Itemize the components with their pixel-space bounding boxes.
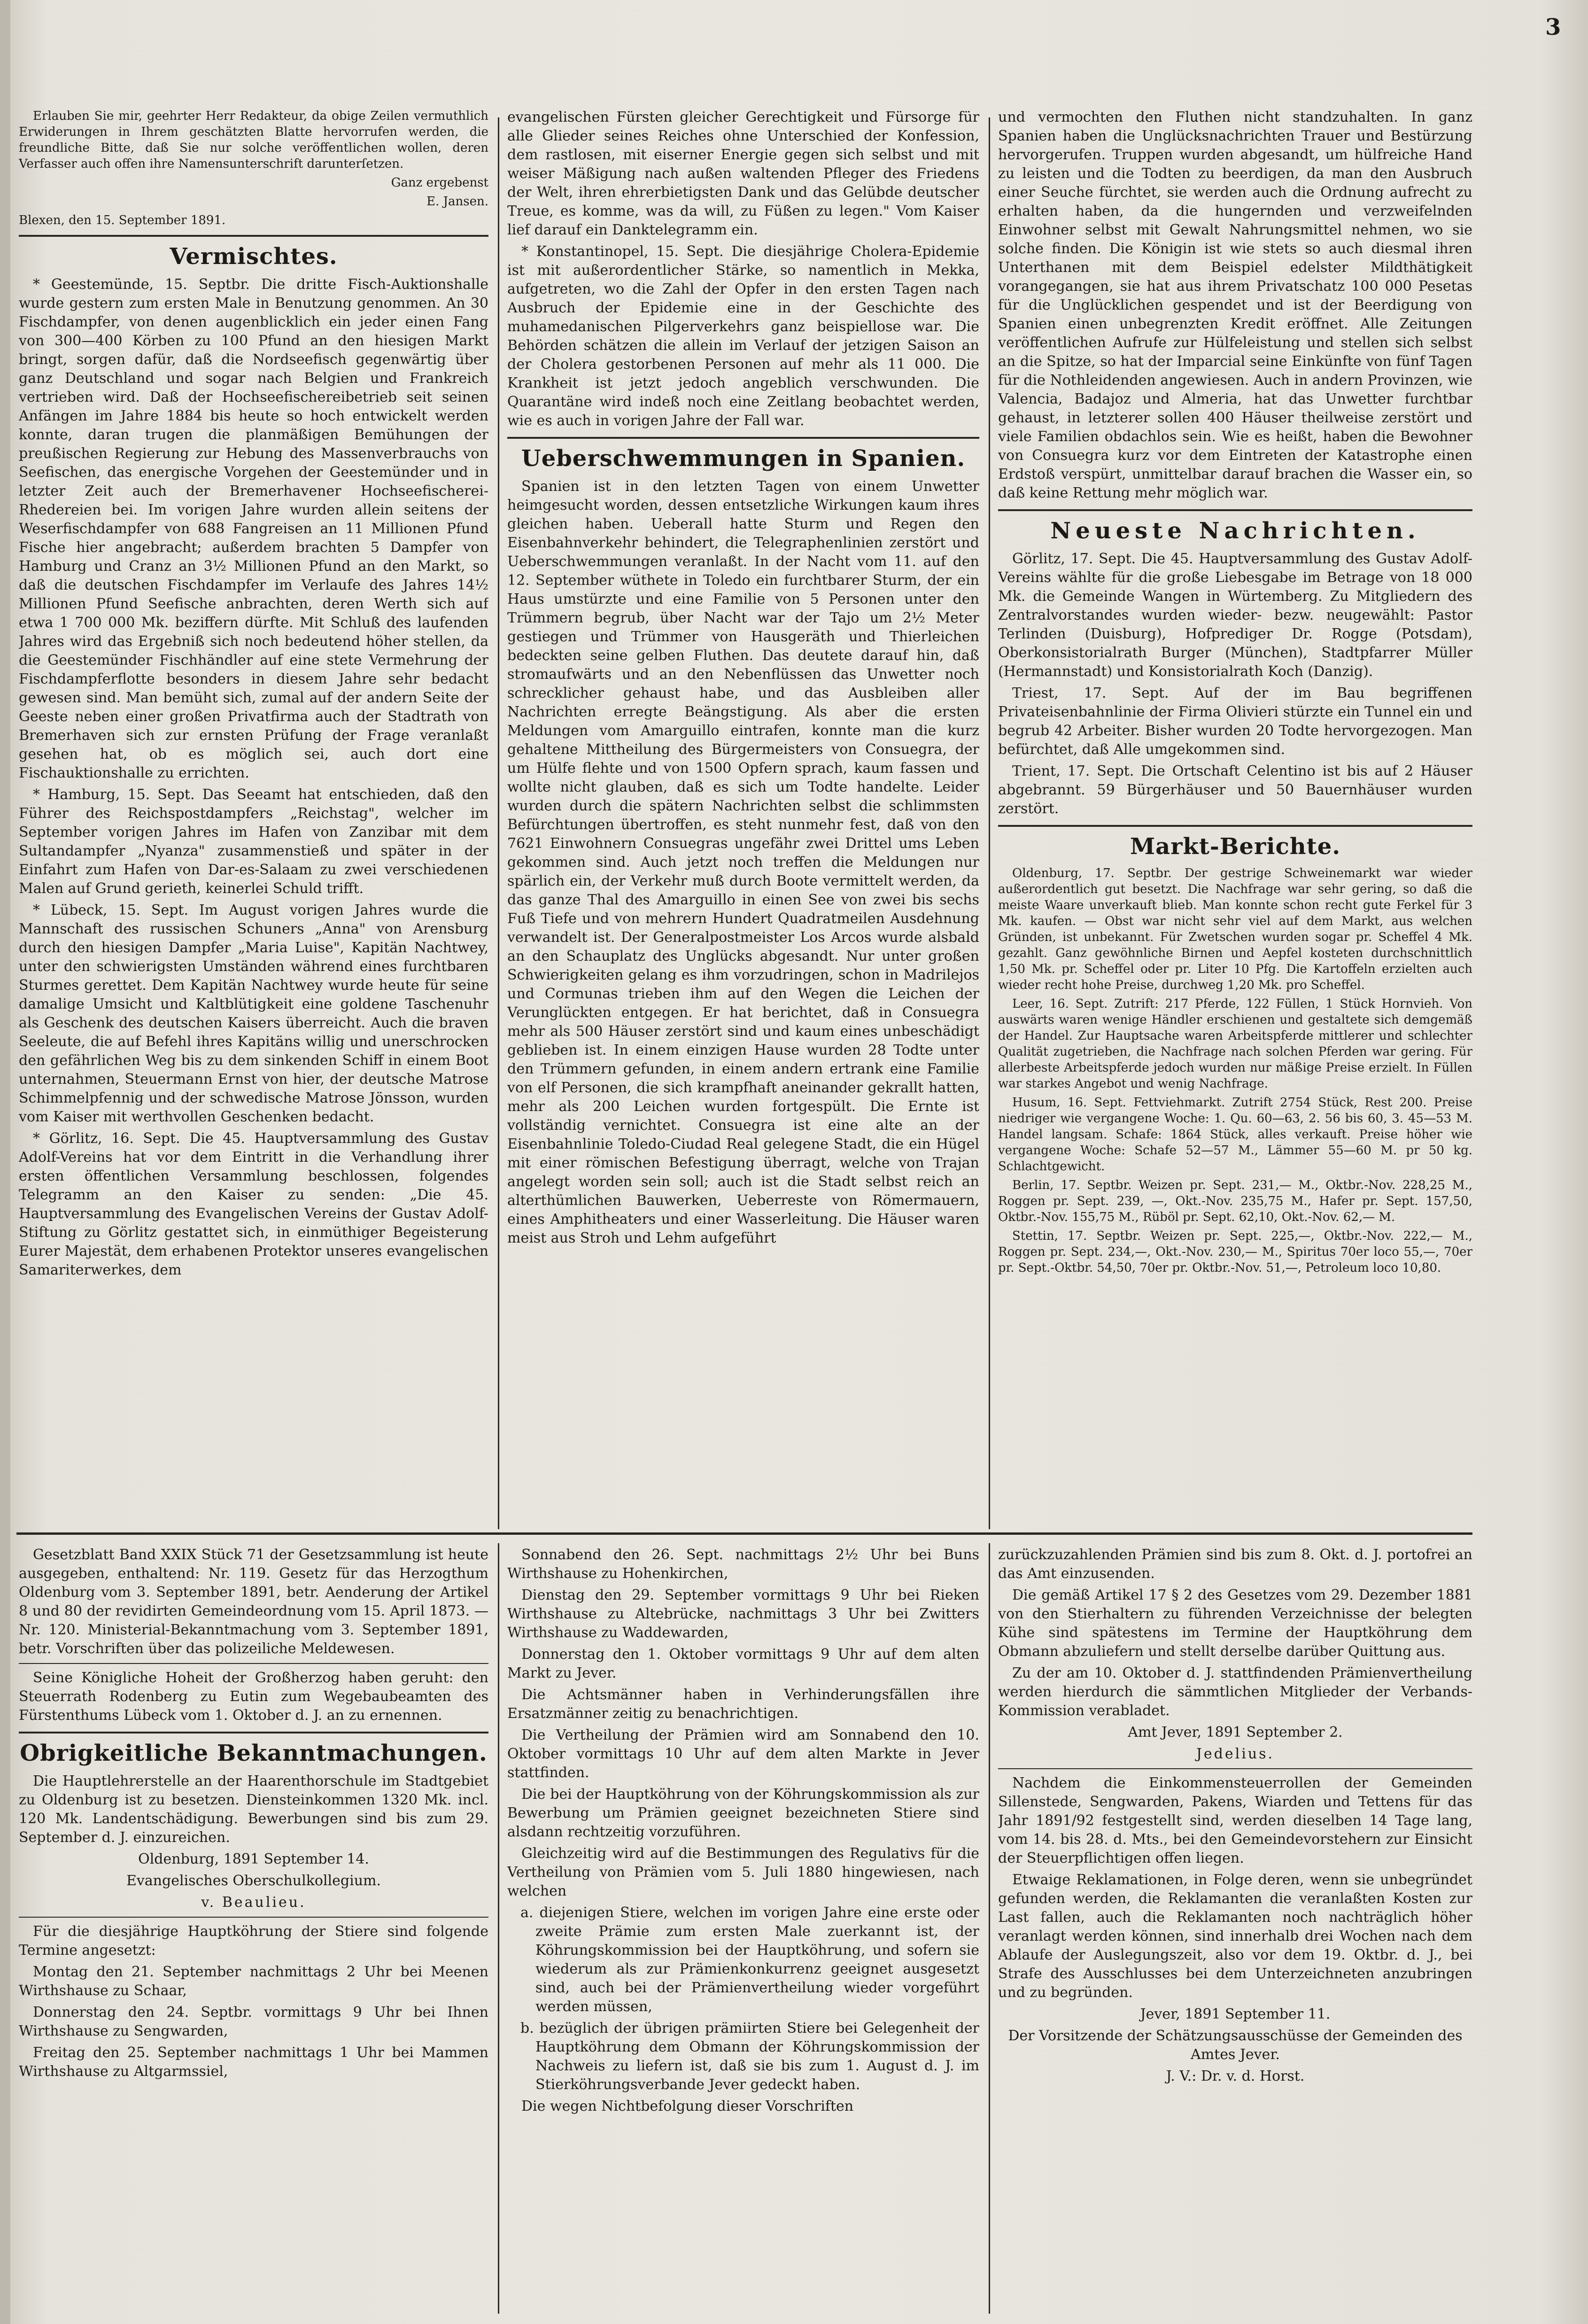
letter-signature: E. Jansen. (426, 194, 488, 209)
notice-place-date: Oldenburg, 1891 September 14. (138, 1851, 369, 1867)
section-heading: Obrigkeitliche Bekanntmachungen. (20, 1740, 488, 1766)
section-rule (16, 1532, 1472, 1535)
notice-signature: v. Beaulieu. (201, 1894, 306, 1911)
page-edge (0, 0, 10, 2324)
market-berlin: Berlin, 17. Septbr. Weizen pr. Sept. 231,— M., Oktbr.-Nov. 228,25 M., Roggen pr. Sept. 239, —, Okt.-Nov. 235,75 M., Hafer pr. Sept. 157,50, Oktbr.-Nov. 155,75 M., Rüböl pr. Sept. 62,10, Okt.-Nov. 62,— M. (998, 1178, 1472, 1224)
notice-place-date: Amt Jever, 1891 September 2. (1128, 1724, 1343, 1741)
notice-gesetzblatt: Gesetzblatt Band XXIX Stück 71 der Gesetzsammlung ist heute ausgegeben, enthaltend: Nr. 119. Gesetz für das Herzogthum Oldenburg vom 3. September 1891, betr. Aenderung der Artikel 8 und 80 der revidirten Gemeindeordnung vom 15. April 1873. — Nr. 120. Ministerial-Bekanntmachung vom 3. September 1891, betr. Vorschriften über das polizeiliche Meldewesen. (19, 1547, 488, 1657)
column-rule-2 (989, 117, 990, 1529)
article-goerlitz-continued: evangelischen Fürsten gleicher Gerechtigkeit und Fürsorge für alle Glieder seines Reiches ohne Unterschied der Konfession, dem rastlosen, mit eiserner Energie gegen sich selbst und mit weiser Mäßigung nach außen waltenden Pfleger des Friedens der Welt, ihren ehrerbietigsten Dank und das Gelübde deutscher Treue, es komme, was da will, zu Füßen zu legen." Vom Kaiser lief darauf ein Danktelegramm ein. (507, 109, 979, 238)
regulativ-item-a: a. diejenigen Stiere, welchen im vorigen Jahre eine erste oder zweite Prämie zum ersten Male zuerkannt ist, der Köhrungskommission bei der Hauptköhrung, und sofern sie wiederum als zur Prämienkonkurrenz geeignet ausgesetzt sind, auch bei der Prämienvertheilung wieder vorgeführt werden müssen, (520, 1904, 979, 2015)
letter-place-date: Blexen, den 15. September 1891. (19, 213, 226, 227)
notice-ernennung: Seine Königliche Hoheit der Großherzog haben geruht: den Steuerrath Rodenberg zu Eutin zum Wegebaubeamten des Fürstenthums Lübeck vom 1. Oktober d. J. an zu ernennen. (19, 1670, 488, 1724)
divider (998, 825, 1472, 827)
koehrung-continued: zurückzuzahlenden Prämien sind bis zum 8. Okt. d. J. portofrei an das Amt einzusenden. (998, 1547, 1472, 1582)
koehrung-verzeichnisse: Die gemäß Artikel 17 § 2 des Gesetzes vom 29. Dezember 1881 von den Stierhaltern zu führenden Verzeichnisse der belegten Kühe sind spätestens im Termine der Hauptköhrung dem Obmann abzuliefern und stellt derselbe darüber Quittung aus. (998, 1587, 1472, 1660)
divider (19, 1732, 488, 1733)
divider (19, 1917, 488, 1918)
lower-column-1 (19, 1546, 488, 2311)
divider (19, 1663, 488, 1664)
koehrung-stiere: Die bei der Hauptköhrung von der Köhrungskommission als zur Bewerbung um Prämien geeignet bezeichneten Stiere sind alsdann rechtzeitig vorzuführen. (507, 1786, 979, 1840)
koehrung-vertheilung: Zu der am 10. Oktober d. J. stattfindenden Prämienvertheilung werden hierdurch die sämmtlichen Mitglieder der Verbands-Kommission verabladet. (998, 1665, 1472, 1719)
lower-column-2 (507, 1546, 979, 2311)
lower-column-3 (998, 1546, 1472, 2311)
koehrung-regulativ: Gleichzeitig wird auf die Bestimmungen des Regulativs für die Vertheilung von Prämien vom 5. Juli 1880 hingewiesen, nach welchen (507, 1845, 979, 1899)
column-1 (19, 108, 488, 1529)
divider (19, 235, 488, 237)
divider (998, 509, 1472, 511)
notice-hauptlehrerstelle: Die Hauptlehrerstelle an der Haarenthorschule im Stadtgebiet zu Oldenburg ist zu besetzen. Diensteinkommen 1320 Mk. incl. 120 Mk. Landentschädigung. Bewerbungen sind bis zum 29. September d. J. einzureichen. (19, 1773, 488, 1846)
article-luebeck: * Lübeck, 15. Sept. Im August vorigen Jahres wurde die Mannschaft des russischen Schuners „Anna" von Arensburg durch den hiesigen Dampfer „Maria Luise", Kapitän Nachtwey, unter den schwierigsten Umständen während eines furchtbaren Sturmes gerettet. Dem Kapitän Nachtwey wurde heute für seine damalige Umsicht und Kaltblütigkeit eine goldene Taschenuhr als Geschenk des deutschen Kaisers überreicht. Auch die braven Seeleute, die auf Befehl ihres Kapitäns willig und unerschrocken den gefährlichen Weg bis zu dem sinkenden Schiff in einem Boot unternahmen, Steuermann Ernst von hier, der deutsche Matrose Schimmelpfennig und der schwedische Matrose Jönsson, wurden vom Kaiser mit werthvollen Geschenken bedacht. (19, 902, 488, 1125)
koehrung-term-2: Donnerstag den 24. Septbr. vormittags 9 Uhr bei Ihnen Wirthshause zu Sengwarden, (19, 2004, 488, 2039)
market-leer: Leer, 16. Sept. Zutrift: 217 Pferde, 122 Füllen, 1 Stück Hornvieh. Von auswärts waren wenige Händler erschienen und gestaltete sich demgemäß der Handel. Zur Hauptsache waren Arbeitspferde mittlerer und schlechter Qualität zugetrieben, die Nachfrage nach solchen Pferden war gering. Für allerbeste Arbeitspferde jedoch wurden nur mäßige Preise erzielt. In Füllen war starkes Angebot und wenig Nachfrage. (998, 997, 1472, 1091)
market-stettin: Stettin, 17. Septbr. Weizen pr. Sept. 225,—, Oktbr.-Nov. 222,— M., Roggen pr. Sept. 234,—, Okt.-Nov. 230,— M., Spiritus 70er loco 55,—, 70er pr. Sept.-Oktbr. 54,50, 70er pr. Oktbr.-Nov. 51,—, Petroleum loco 10,80. (998, 1229, 1472, 1275)
column-3 (998, 108, 1472, 1529)
regulativ-item-b: b. bezüglich der übrigen prämiirten Stiere bei Gelegenheit der Hauptköhrung dem Obmann der Köhrungskommission der Nachweis zu liefern ist, daß sie bis zum 1. August d. J. im Stierköhrungsverbande Jever gedeckt haben. (520, 2020, 979, 2093)
article-geestemuende: * Geestemünde, 15. Septbr. Die dritte Fisch-Auktionshalle wurde gestern zum ersten Male in Benutzung genommen. An 30 Fischdampfer, von denen augenblicklich ein jeder einen Fang von 300—400 Körben zu 100 Pfund an den hiesigen Markt bringt, sorgen dafür, daß die Nordseefisch gegenwärtig über ganz Deutschland und sogar nach Belgien und Frankreich vertrieben wird. Daß der Hochseefischereibetrieb seit seinen Anfängen im Jahre 1884 bis heute so hoch entwickelt werden konnte, daran trugen die planmäßigen Bemühungen der preußischen Regierung zur Hebung des Massenverbrauchs von Seefischen, das energische Vorgehen der Geestemünder und in letzter Zeit auch der Bremerhavener Hochseefischerei-Rhedereien bei. Im vorigen Jahre wurden allein seitens der Weserfischdampfer von 688 Fangreisen an 11 Millionen Pfund Fische hier angebracht; außerdem brachten 5 Dampfer von Hamburg und Cranz an 3½ Millionen Pfund an den Markt, so daß die deutschen Fischdampfer im Verlaufe des Jahres 14½ Millionen Pfund Seefische anbrachten, deren Werth sich auf etwa 1 700 000 Mk. beziffern dürfte. Mit Schluß des laufenden Jahres wird das Ergebniß sich noch bedeutend höher stellen, da die Geestemünder Fischhändler auf eine stete Vermehrung der Fischdampferflotte besonders in diesem Jahre sehr bedacht gewesen sind. Man bemüht sich, zumal auf der andern Seite der Geeste neben einer großen Privatfirma auch der Stadtrath von Bremerhaven sich zur ernsten Prüfung der Frage veranlaßt gesehen hat, ob es möglich sei, auch dort eine Fischauktionshalle zu errichten. (19, 276, 488, 781)
divider (507, 437, 979, 439)
koehrung-praemien: Die Vertheilung der Prämien wird am Sonnabend den 10. Oktober vormittags 10 Uhr auf dem alten Markte in Jever stattfinden. (507, 1727, 979, 1781)
notice-place-date: Jever, 1891 September 11. (1140, 2006, 1331, 2022)
notice-steuerrollen: Nachdem die Einkommensteuerrollen der Gemeinden Sillenstede, Sengwarden, Pakens, Wiarden und Tettens für das Jahr 1891/92 festgestellt sind, werden dieselben 14 Tage lang, vom 14. bis 28. d. Mts., bei den Gemeindevorstehern zur Einsicht der Steuerpflichtigen offen liegen. (998, 1775, 1472, 1866)
news-goerlitz: Görlitz, 17. Sept. Die 45. Hauptversammlung des Gustav Adolf-Vereins wählte für die große Liebesgabe im Betrage von 18 000 Mk. die Gemeinde Wangen in Würtemberg. Zu Mitgliedern des Zentralvorstandes wurden wieder- bezw. neugewählt: Pastor Terlinden (Duisburg), Hofprediger Dr. Rogge (Potsdam), Oberkonsistorialrath Burger (München), Stadtpfarrer Müller (Hermannstadt) und Konsistorialrath Koch (Danzig). (998, 551, 1472, 680)
column-2 (507, 108, 979, 1529)
page-number: 3 (1545, 14, 1561, 40)
koehrung-term-5: Dienstag den 29. September vormittags 9 Uhr bei Rieken Wirthshause zu Altebrücke, nachmittags 3 Uhr bei Zwitters Wirthshause zu Waddewarden, (507, 1587, 979, 1641)
notice-signature: Jedelius. (1196, 1746, 1275, 1762)
letter-text: Erlauben Sie mir, geehrter Herr Redakteur, da obige Zeilen vermuthlich Erwiderungen in Ihrem geschätzten Blatte hervorrufen werden, die freundliche Bitte, daß Sie nur solche veröffentlichen wollen, deren Verfasser auch offen ihre Namensunterschrift darunterſetzen. (19, 109, 488, 171)
koehrung-term-1: Montag den 21. September nachmittags 2 Uhr bei Meenen Wirthshause zu Schaar, (19, 1964, 488, 1999)
column-rule-4 (989, 1543, 990, 2314)
notice-reklamationen: Etwaige Reklamationen, in Folge deren, wenn sie unbegründet gefunden werden, die Reklamanten die veranlaßten Kosten zur Last fallen, auch die Reklamanten noch nachträglich höher veranlagt werden können, sind innerhalb drei Wochen nach dem Ablaufe der Auslegungszeit, also vor dem 19. Oktbr. d. J., bei Strafe des Ausschlusses bei dem Unterzeichneten anzubringen und zu begründen. (998, 1872, 1472, 2001)
section-heading: Markt-Berichte. (1130, 833, 1341, 860)
notice-signature: J. V.: Dr. v. d. Horst. (1166, 2068, 1305, 2084)
notice-organisation: Evangelisches Oberschulkollegium. (126, 1873, 381, 1889)
article-goerlitz: * Görlitz, 16. Sept. Die 45. Hauptversammlung des Gustav Adolf-Vereins hat vor dem Eintritt in die Verhandlung ihrer ersten öffentlichen Versammlung beschlossen, folgendes Telegramm an den Kaiser zu senden: „Die 45. Hauptversammlung des Evangelischen Vereins der Gustav Adolf-Stiftung zu Görlitz gestattet sich, in einmüthiger Begeisterung Eurer Majestät, dem erhabenen Protektor unseres evangelischen Samariterwerkes, dem (19, 1130, 488, 1278)
article-hamburg: * Hamburg, 15. Sept. Das Seeamt hat entschieden, daß den Führer des Reichspostdampfers „Reichstag", welcher im September vorigen Jahres im Hafen von Zanzibar mit dem Sultandampfer „Nyanza" zusammenstieß und später in der Einfahrt zum Hafen von Dar-es-Salaam zu zwei verschiedenen Malen auf Grund gerieth, keinerlei Schuld trifft. (19, 786, 488, 897)
article-konstantinopel: * Konstantinopel, 15. Sept. Die diesjährige Cholera-Epidemie ist mit außerordentlicher Stärke, so namentlich in Mekka, aufgetreten, wo die Zahl der Opfer in den ersten Tagen nach Ausbruch der Epidemie eine in der Geschichte des muhamedanischen Pilgerverkehrs ganz beispiellose war. Die Behörden schätzen die allein im Verlauf der jetzigen Saison an der Cholera gestorbenen Personen auf mehr als 11 000. Die Krankheit ist jetzt jedoch angeblich verschwunden. Die Quarantäne wird indeß noch eine Zeitlang beobachtet werden, wie es auch in vorigen Jahre der Fall war. (507, 243, 979, 429)
divider (998, 1768, 1472, 1769)
article-spanien-continued: und vermochten den Fluthen nicht standzuhalten. In ganz Spanien haben die Unglücksnachrichten Trauer und Bestürzung hervorgerufen. Truppen wurden abgesandt, um hülfreiche Hand zu leisten und die Todten zu beerdigen, da man den Ausbruch einer Seuche fürchtet, sie werden auch die Ordnung aufrecht zu erhalten haben, da die hungernden und verzweifelnden Einwohner selbst mit Gewalt Nahrungsmittel nehmen, wo sie solche finden. Die Königin ist wie stets so auch diesmal ihren Unterthanen mit dem Beispiel edelster Mildthätigkeit vorangegangen, sie hat aus ihrem Privatschatz 100 000 Pesetas für die Unglücklichen gespendet und ist der Beerdigung von Spanien einen unbegrenzten Kredit eröffnet. Alle Zeitungen veröffentlichen Aufrufe zur Hülfeleistung und stellen sich selbst an die Spitze, so hat der Imparcial seine Einkünfte von fünf Tagen für die Nothleidenden angewiesen. Auch in andern Provinzen, wie Valencia, Badajoz und Almeria, hat das Unwetter furchtbar gehaust, in letzterer sollen 400 Häuser theilweise zerstört und viele Familien obdachlos sein. Wie es heißt, haben die Bewohner von Consuegra kurz vor dem Eintreten der Katastrophe einen Erdstoß verspürt, unmittelbar darauf brachen die Wasser ein, so daß keine Rettung mehr möglich war. (998, 109, 1472, 501)
notice-koehrung-intro: Für die diesjährige Hauptköhrung der Stiere sind folgende Termine angesetzt: (19, 1923, 488, 1959)
section-heading: Vermischtes. (170, 243, 338, 270)
news-triest: Triest, 17. Sept. Auf der im Bau begriffenen Privateisenbahnlinie der Firma Olivieri stürzte ein Tunnel ein und begrub 42 Arbeiter. Bisher wurden 20 Todte hervorgezogen. Man befürchtet, daß Alle umgekommen sind. (998, 685, 1472, 758)
section-heading: Ueberschwemmungen in Spanien. (521, 445, 966, 472)
column-rule-3 (498, 1543, 499, 2314)
market-oldenburg: Oldenburg, 17. Septbr. Der gestrige Schweinemarkt war wieder außerordentlich gut besetzt. Die Nachfrage war sehr gering, so daß die meiste Waare unverkauft blieb. Man konnte schon recht gute Ferkel für 3 Mk. kaufen. — Obst war nicht sehr viel auf dem Markt, aus welchen Gründen, ist unbekannt. Für Zwetschen wurden sogar pr. Scheffel 4 Mk. gezahlt. Ganz gewöhnliche Birnen und Aepfel kosteten durchschnittlich 1,50 Mk. pr. Scheffel oder pr. Liter 10 Pfg. Die Kartoffeln erzielten auch wieder recht hohe Preise, durchweg 1,20 Mk. pro Scheffel. (998, 866, 1472, 992)
letter-closing: Ganz ergebenst (391, 176, 488, 190)
article-spanien: Spanien ist in den letzten Tagen von einem Unwetter heimgesucht worden, dessen entsetzliche Wirkungen kaum ihres gleichen haben. Ueberall hatte Sturm und Regen den Eisenbahnverkehr behindert, die Telegraphenlinien zerstört und Ueberschwemmungen veranlaßt. In der Nacht vom 11. auf den 12. September wüthete in Toledo ein furchtbarer Sturm, der ein Haus umstürzte und eine Familie von 5 Personen unter den Trümmern begrub, über Nacht war der Tajo um 2½ Meter gestiegen und Trümmer von Hausgeräth und Thierleichen bedeckten seine gelben Fluthen. Das deutete darauf hin, daß stromaufwärts und an den Nebenflüssen das Unwetter noch schrecklicher gehaust habe, und das Ausbleiben aller Nachrichten erregte Beängstigung. Als aber die ersten Meldungen vom Amarguillo eintrafen, konnte man die kurz gehaltene Mittheilung des Bürgermeisters von Consuegra, der um Hülfe flehte und von 1500 Opfern sprach, kaum fassen und wollte nicht glauben, daß es sich um Todte handelte. Leider wurden durch die spätern Nachrichten selbst die schlimmsten Befürchtungen übertroffen, es steht nunmehr fest, daß von den 7621 Einwohnern Consuegras ungefähr zwei Drittel ums Leben gekommen sind. Auch jetzt noch treffen die Meldungen nur spärlich ein, der Verkehr muß durch Boote vermittelt werden, da das ganze Thal des Amarguillo in einen See von zwei bis sechs Fuß Tiefe und von mehrern Hundert Quadratmeilen Ausdehnung verwandelt ist. Der Generalpostmeister Los Arcos wurde alsbald an den Schauplatz des Unglücks abgesandt. Nur unter großen Schwierigkeiten gelang es ihm vorzudringen, schon in Madrilejos und Cormunas trieben ihm auf den Wegen die Leichen der Verunglückten entgegen. Er hat berichtet, daß in Consuegra mehr als 500 Häuser zerstört sind und kaum eines unbeschädigt geblieben ist. In einem einzigen Hause wurden 28 Todte unter den Trümmern gefunden, in einem andern ertrank eine Familie von elf Personen, die sich krampfhaft aneinander gekrallt hatten, mehr als 200 Leichen wurden fortgespült. Die Ernte ist vollständig vernichtet. Consuegra ist eine alte an der Eisenbahnlinie Toledo-Ciudad Real gelegene Stadt, die ein Hügel mit einer römischen Befestigung überragt, welche von Trajan angelegt worden sein soll; auch ist die Stadt selbst reich an alterthümlichen Bauwerken, Ueberreste von Römermauern, eines Amphitheaters und einer Wasserleitung. Die Häuser waren meist aus Stroh und Lehm aufgeführt (507, 478, 979, 1246)
koehrung-term-4: Sonnabend den 26. Sept. nachmittags 2½ Uhr bei Buns Wirthshause zu Hohenkirchen, (507, 1547, 979, 1582)
section-heading: Neueste Nachrichten. (1050, 518, 1420, 544)
notice-organisation: Der Vorsitzende der Schätzungsausschüsse der Gemeinden des Amtes Jever. (1008, 2028, 1463, 2063)
koehrung-achtsmaenner: Die Achtsmänner haben in Verhinderungsfällen ihre Ersatzmänner zeitig zu benachrichtigen. (507, 1687, 979, 1722)
news-trient: Trient, 17. Sept. Die Ortschaft Celentino ist bis auf 2 Häuser abgebrannt. 59 Bürgerhäuser und 50 Bauernhäuser wurden zerstört. (998, 763, 1472, 817)
column-rule-1 (498, 117, 499, 1529)
market-husum: Husum, 16. Sept. Fettviehmarkt. Zutrift 2754 Stück, Rest 200. Preise niedriger wie vergangene Woche: 1. Qu. 60—63, 2. 56 bis 60, 3. 45—53 M. Handel langsam. Schafe: 1864 Stück, alles verkauft. Preise höher wie vergangene Woche: Schafe 52—57 M., Lämmer 55—60 M. pr 50 kg. Schlachtgewicht. (998, 1096, 1472, 1174)
koehrung-vorschriften: Die wegen Nichtbefolgung dieser Vorschriften (521, 2098, 854, 2114)
koehrung-term-6: Donnerstag den 1. Oktober vormittags 9 Uhr auf dem alten Markt zu Jever. (507, 1646, 979, 1681)
koehrung-term-3: Freitag den 25. September nachmittags 1 Uhr bei Mammen Wirthshause zu Altgarmssiel, (19, 2044, 488, 2080)
